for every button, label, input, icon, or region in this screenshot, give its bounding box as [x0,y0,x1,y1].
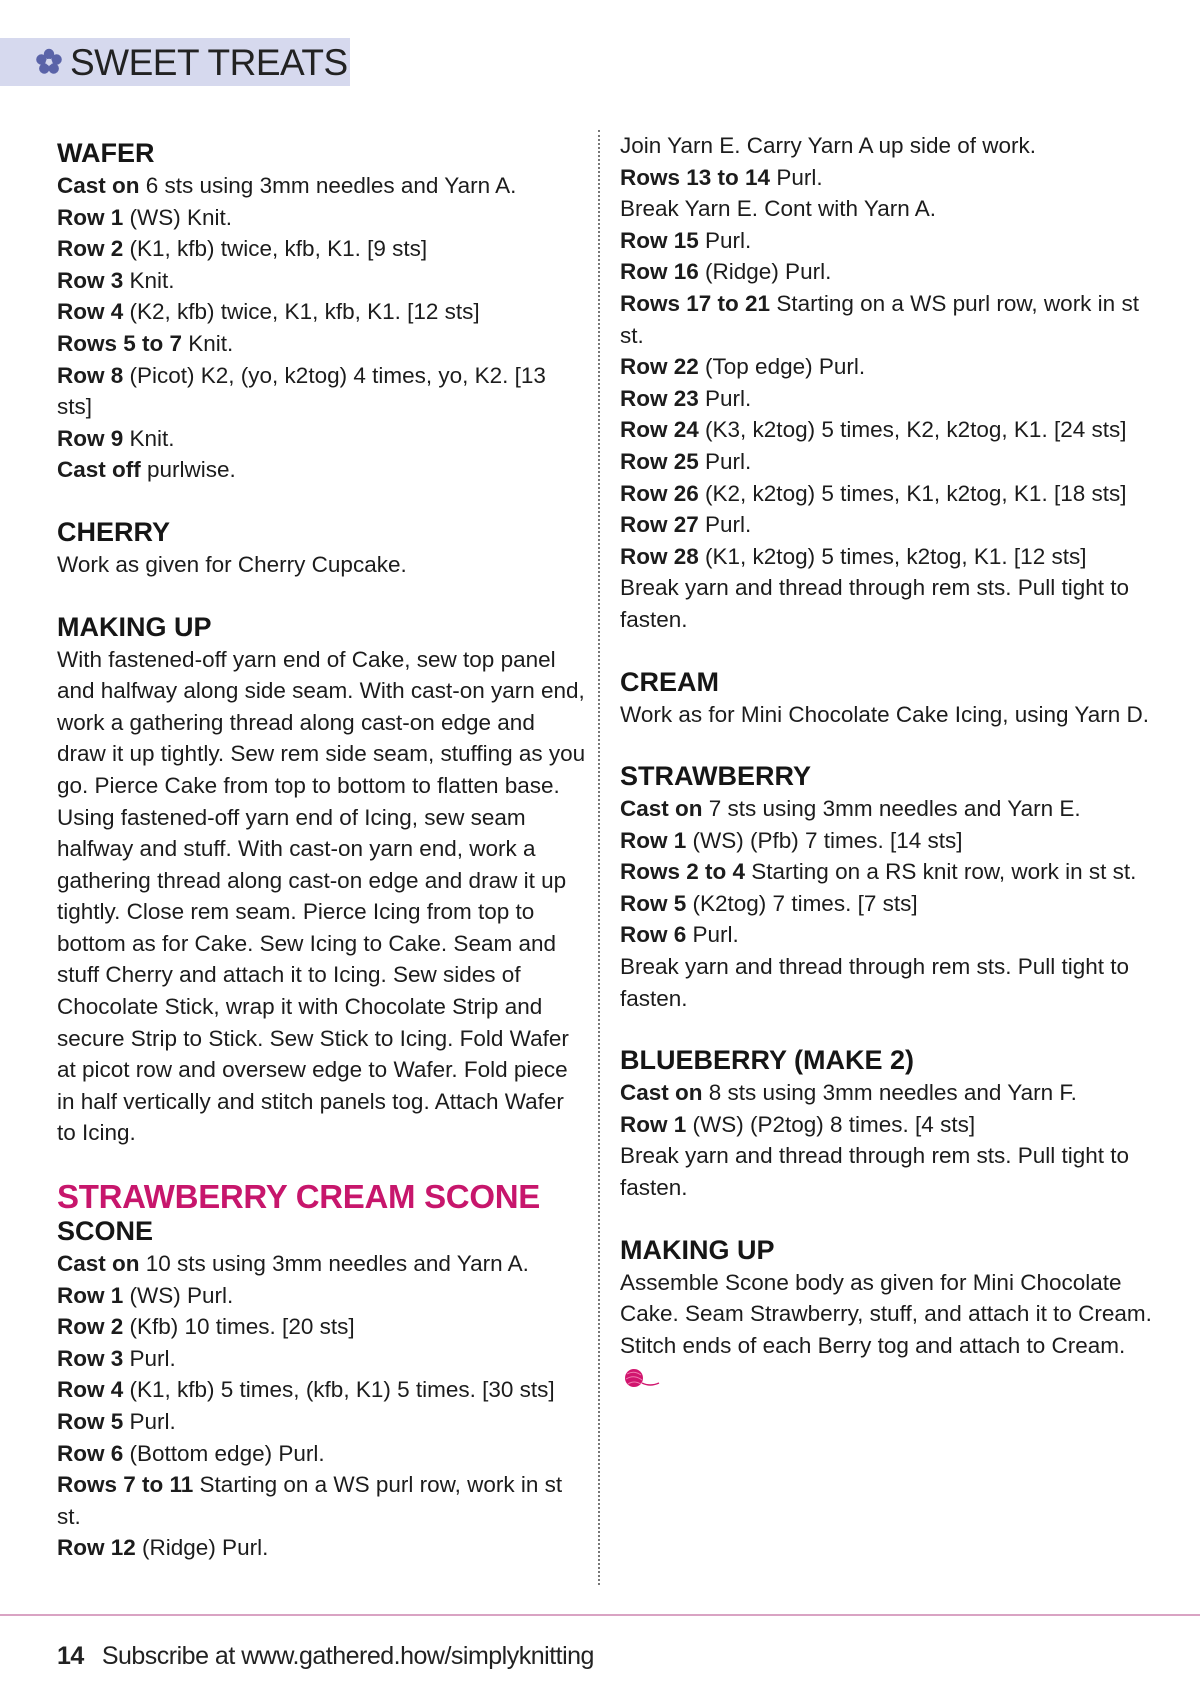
instruction-text: (Kfb) 10 times. [20 sts] [123,1314,355,1340]
instruction-label: Row 1 [57,204,124,230]
instruction-line [57,1280,587,1312]
section-title: SWEET TREATS [70,41,348,83]
instruction-text: Knit. [123,267,175,293]
instruction-label: Cast on [57,1251,140,1277]
instruction-label: Row 3 [57,1345,124,1371]
instruction-text: Join Yarn E. Carry Yarn A up side of work. [620,133,1037,158]
instruction-text: (WS) (P2tog) 8 times. [4 sts] [686,1111,976,1137]
section-tab [0,38,350,86]
instruction-text: (K2, k2tog) 5 times, K1, k2tog, K1. [18 sts] [698,480,1127,506]
instruction-text: Break Yarn E. Cont with Yarn A. [620,196,936,222]
instruction-line [620,225,1165,257]
instruction-line [57,202,587,234]
instruction-label: Row 9 [57,425,124,451]
instruction-text: (Picot) K2, (yo, k2tog) 4 times, yo, K2. [13 sts] [57,362,546,420]
instruction-text: 8 sts using 3mm needles and Yarn F. [702,1080,1077,1106]
scone-continued-instructions [620,130,1165,636]
instruction-label: Row 24 [620,417,699,443]
instruction-text: Knit. [123,425,175,451]
right-column [620,133,1165,1393]
strawberry-instructions [620,793,1165,1014]
instruction-text: (WS) (Pfb) 7 times. [14 sts] [686,827,963,853]
instruction-label: Rows 17 to 21 [620,290,771,316]
instruction-label: Rows 2 to 4 [620,859,746,885]
final-making-up-text: Assemble Scone body as given for Mini Chocolate Cake. Seam Strawberry, stuff, and attach it to Cream. Stitch ends of each Berry tog and attach to Cream. [620,1269,1152,1358]
instruction-label: Rows 5 to 7 [57,330,183,356]
instruction-line [57,1311,587,1343]
blueberry-section [620,1043,1165,1203]
instruction-text: (K2tog) 7 times. [7 sts] [686,890,918,916]
scone-instructions [57,1248,587,1564]
instruction-label: Row 3 [57,267,124,293]
instruction-line [620,825,1165,857]
scone-section [57,1178,587,1564]
instruction-text: (K1, kfb) twice, kfb, K1. [9 sts] [123,236,428,262]
instruction-label: Row 23 [620,385,699,411]
footer-rule [0,1614,1200,1616]
instruction-text: Purl. [698,385,752,411]
instruction-text: Break yarn and thread through rem sts. Pull tight to fasten. [620,1143,1130,1201]
cherry-heading: CHERRY [57,516,171,547]
instruction-text: Starting on a WS purl row, work in st st. [620,290,1139,348]
instruction-line [57,328,587,360]
instruction-text: Purl. [698,448,752,474]
instruction-label: Row 6 [57,1440,124,1466]
making-up-heading: MAKING UP [57,611,212,642]
instruction-line [620,193,1165,225]
instruction-text: Starting on a WS purl row, work in st st. [57,1472,563,1529]
instruction-line [620,478,1165,510]
instruction-label: Cast on [620,1080,703,1106]
instruction-line [620,256,1165,288]
cherry-section [57,515,587,581]
wafer-instructions [57,170,587,486]
blueberry-instructions [620,1077,1165,1203]
final-making-up-paragraph [620,1267,1165,1393]
instruction-label: Row 4 [57,1377,124,1403]
page-number: 14 [57,1642,84,1670]
strawberry-heading: STRAWBERRY [620,761,812,792]
instruction-label: Cast on [620,796,703,822]
instruction-line [57,1343,587,1375]
footer [57,1640,594,1672]
instruction-text: Purl. [698,512,752,538]
instruction-text: Starting on a RS knit row, work in st st. [745,859,1137,885]
instruction-line [620,541,1165,573]
instruction-text: (K2, kfb) twice, K1, kfb, K1. [12 sts] [123,299,480,325]
instruction-label: Row 5 [620,890,687,916]
instruction-line [57,1469,587,1532]
instruction-label: Row 26 [620,480,699,506]
instruction-text: (WS) Purl. [123,1282,234,1308]
instruction-line [620,162,1165,194]
instruction-label: Row 28 [620,543,699,569]
left-column [57,136,587,1564]
instruction-line [620,130,1165,162]
instruction-text: Knit. [182,330,234,356]
instruction-line [620,351,1165,383]
instruction-text: 6 sts using 3mm needles and Yarn A. [139,173,517,198]
instruction-label: Cast on [57,173,140,198]
making-up-section [57,610,587,1150]
instruction-label: Row 27 [620,512,699,538]
scone-heading: SCONE [57,1216,154,1247]
instruction-label: Row 1 [620,827,687,853]
wafer-section [57,136,587,486]
scone-continued-section [620,130,1165,636]
instruction-label: Row 8 [57,362,124,388]
instruction-label: Row 22 [620,354,699,380]
instruction-text: (WS) Knit. [123,204,233,230]
instruction-text: Purl. [686,922,739,948]
instruction-line [620,446,1165,478]
instruction-text: Purl. [698,227,752,253]
yarn-ball-icon [624,1368,660,1388]
instruction-label: Row 16 [620,259,699,285]
instruction-line [57,423,587,455]
instruction-line [57,296,587,328]
instruction-line [620,383,1165,415]
instruction-line [620,572,1165,635]
instruction-text: Purl. [770,164,823,190]
instruction-label: Row 2 [57,1314,124,1340]
instruction-line [57,233,587,265]
final-making-up-heading: MAKING UP [620,1234,775,1265]
instruction-text: (K3, k2tog) 5 times, K2, k2tog, K1. [24 sts] [698,417,1127,443]
instruction-line [620,856,1165,888]
instruction-text: 7 sts using 3mm needles and Yarn E. [702,796,1081,822]
blueberry-heading: BLUEBERRY (MAKE 2) [620,1045,915,1076]
instruction-text: (Ridge) Purl. [698,259,832,285]
instruction-text: Break yarn and thread through rem sts. Pull tight to fasten. [620,954,1130,1011]
instruction-text: Break yarn and thread through rem sts. Pull tight to fasten. [620,575,1130,632]
instruction-text: (Bottom edge) Purl. [123,1440,325,1466]
instruction-line [620,793,1165,825]
instruction-text: purlwise. [140,457,236,483]
instruction-label: Rows 7 to 11 [57,1472,194,1498]
instruction-line [57,454,587,486]
instruction-text: Purl. [123,1409,176,1434]
wafer-heading: WAFER [57,138,155,168]
instruction-label: Row 6 [620,922,687,948]
cream-text: Work as for Mini Chocolate Cake Icing, using Yarn D. [620,701,1149,727]
instruction-line [620,1077,1165,1109]
instruction-line [57,170,587,202]
column-divider [598,130,600,1585]
cherry-text: Work as given for Cherry Cupcake. [57,551,407,577]
instruction-line [620,951,1165,1014]
instruction-text: (Ridge) Purl. [135,1535,269,1561]
final-making-up-section [620,1233,1165,1393]
instruction-label: Row 1 [57,1282,124,1308]
instruction-line [57,1374,587,1406]
instruction-line [620,888,1165,920]
making-up-text: With fastened-off yarn end of Cake, sew top panel and halfway along side seam. With cast-on yarn end, work a gathering thread along cast-on edge and draw it up tightly. Sew rem side seam, stuffing as you go. Pierce Cake from top to bottom to flatten base. Using fastened-off yarn end of Icing, sew seam halfway and stuff. With cast-on yarn end, work a gathering thread along cast-on edge and draw it up tightly. Close rem seam. Pierce Icing from top to bottom as for Cake. Sew Icing to Cake. Seam and stuff Cherry and attach it to Icing. Sew sides of Chocolate Stick, wrap it with Chocolate Strip and secure Strip to Stick. Sew Stick to Icing. Fold Wafer at picot row and oversew edge to Wafer. Fold piece in half vertically and stitch panels tog. Attach Wafer to Icing. [57,646,586,1146]
instruction-label: Cast off [57,457,141,483]
cream-section [620,665,1165,731]
flower-icon [34,47,64,77]
instruction-text: Purl. [123,1345,176,1371]
instruction-line [620,414,1165,446]
instruction-line [57,1248,587,1280]
subscribe-text: Subscribe at www.gathered.how/simplyknitting [101,1642,594,1670]
instruction-label: Row 5 [57,1409,124,1434]
instruction-line [57,1406,587,1438]
instruction-text: (K1, k2tog) 5 times, k2tog, K1. [12 sts] [698,543,1087,569]
instruction-text: (Top edge) Purl. [698,354,866,380]
strawberry-section [620,759,1165,1014]
instruction-line [620,1109,1165,1141]
instruction-line [620,509,1165,541]
instruction-label: Row 2 [57,236,124,262]
instruction-label: Row 4 [57,299,124,325]
instruction-label: Row 1 [620,1111,687,1137]
instruction-text: 10 sts using 3mm needles and Yarn A. [139,1251,529,1277]
instruction-line [57,1532,587,1564]
instruction-line [620,1140,1165,1203]
instruction-label: Row 25 [620,448,699,474]
instruction-line [620,919,1165,951]
instruction-label: Row 15 [620,227,699,253]
instruction-label: Rows 13 to 14 [620,164,771,190]
instruction-line [57,1438,587,1470]
instruction-line [57,265,587,297]
instruction-label: Row 12 [57,1535,136,1561]
instruction-line [57,360,587,423]
pattern-title: STRAWBERRY CREAM SCONE [57,1178,540,1216]
cream-heading: CREAM [620,666,719,697]
instruction-line [620,288,1165,351]
instruction-text: (K1, kfb) 5 times, (kfb, K1) 5 times. [30 sts] [123,1377,555,1403]
